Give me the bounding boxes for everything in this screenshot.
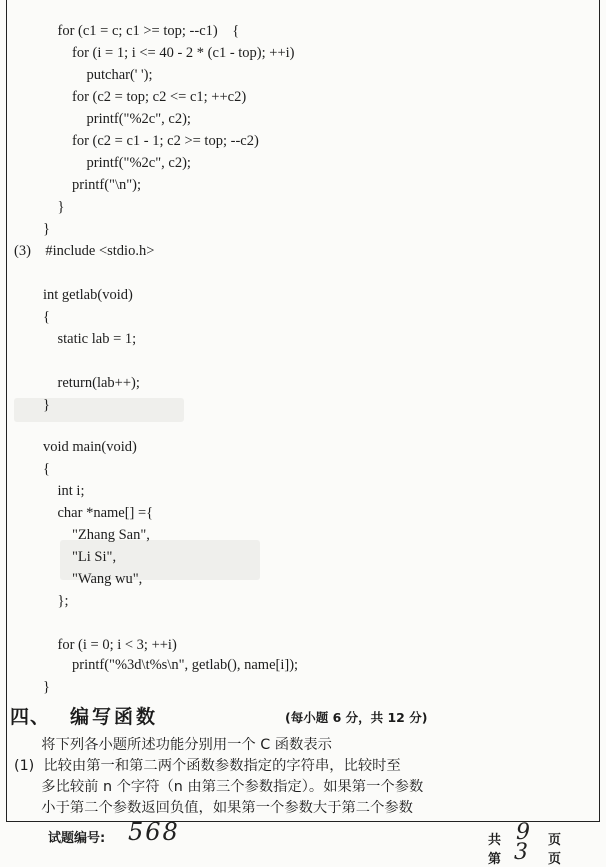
total-pages-prefix: 共 (488, 833, 502, 848)
code-line: } (14, 221, 50, 237)
total-pages: 9 (516, 820, 530, 845)
question-line: 多比较前 n 个字符（n 由第三个参数指定）。如果第一个参数 (14, 779, 424, 795)
code-line: printf("%2c", c2); (14, 111, 191, 127)
current-page: 3 (514, 840, 528, 865)
code-line: } (14, 397, 50, 413)
page-frame-bottom (6, 821, 600, 822)
page-frame-left (6, 0, 7, 822)
question-line: 小于第二个参数返回负值，如果第一个参数大于第二个参数 (14, 800, 413, 816)
code-line: static lab = 1; (14, 331, 137, 347)
code-line: "Wang wu", (14, 571, 143, 587)
code-line: printf("\n"); (14, 177, 142, 193)
code-line: int i; (14, 483, 85, 499)
code-line: return(lab++); (14, 375, 140, 391)
page-frame-right (599, 0, 600, 822)
question-line: (1) 比较由第一和第二两个函数参数指定的字符串，比较时至 (14, 758, 401, 774)
code-line: int getlab(void) (14, 287, 133, 303)
code-line: } (14, 199, 65, 215)
code-line: { (14, 461, 50, 477)
code-line: void main(void) (14, 439, 137, 455)
code-line: { (14, 309, 50, 325)
code-line: (3) #include <stdio.h> (14, 243, 155, 259)
code-line: putchar(' '); (14, 67, 153, 83)
code-line: for (i = 0; i < 3; ++i) (14, 637, 177, 653)
current-page-suffix: 页 (548, 852, 562, 867)
code-line: for (c2 = top; c2 <= c1; ++c2) (14, 89, 247, 105)
code-line: char *name[] ={ (14, 505, 154, 521)
code-line: "Li Si", (14, 549, 117, 565)
code-line: printf("%2c", c2); (14, 155, 191, 171)
code-line: printf("%3d\t%s\n", getlab(), name[i]); (14, 657, 299, 673)
code-line: for (c2 = c1 - 1; c2 >= top; --c2) (14, 133, 259, 149)
code-line: "Zhang San", (14, 527, 150, 543)
exam-number-label: 试题编号: (48, 831, 106, 846)
question-line: 将下列各小题所述功能分别用一个 C 函数表示 (14, 737, 332, 753)
exam-number: 568 (128, 818, 180, 846)
section-title: 编写函数 (70, 706, 159, 728)
code-line: for (i = 1; i <= 40 - 2 * (c1 - top); ++i) (14, 45, 295, 61)
section-number: 四、 (10, 706, 51, 728)
code-line: for (c1 = c; c1 >= top; --c1) { (14, 23, 240, 39)
section-score: (每小题 6 分，共 12 分) (285, 710, 428, 725)
code-line: } (14, 679, 50, 695)
total-pages-suffix: 页 (548, 833, 562, 848)
code-line: }; (14, 593, 69, 609)
current-page-prefix: 第 (488, 852, 502, 867)
